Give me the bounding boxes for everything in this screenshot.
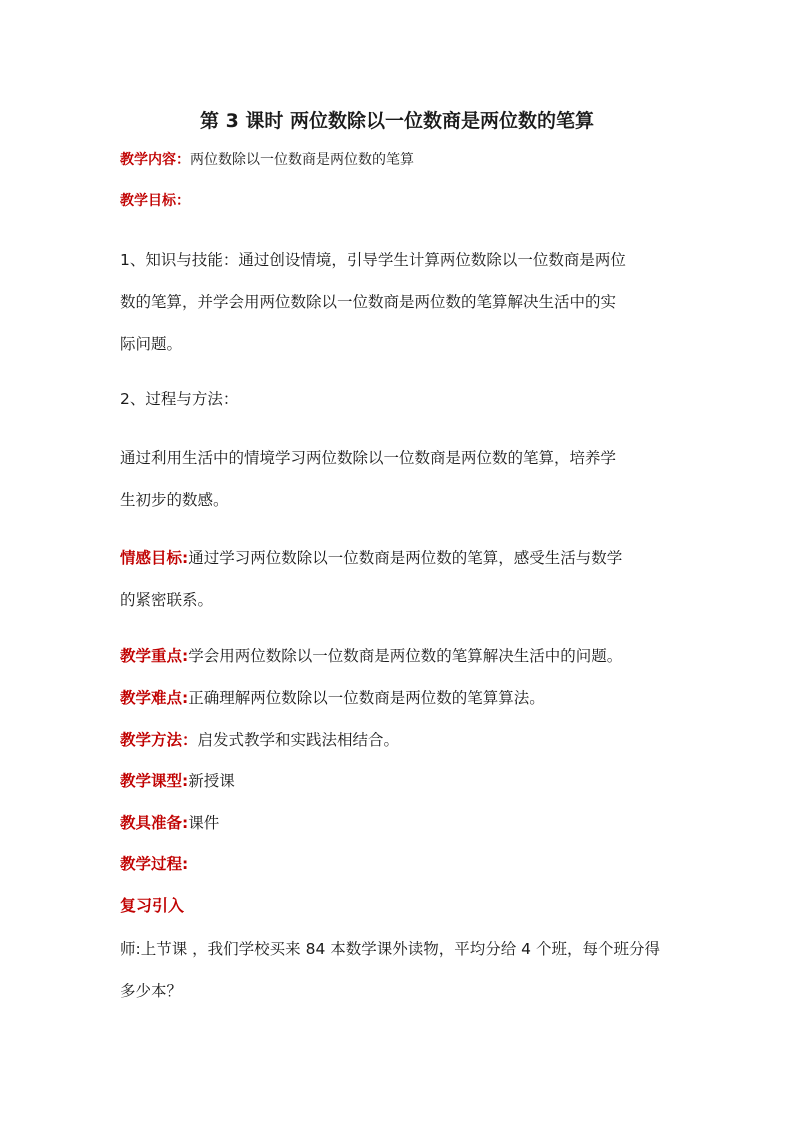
method — [120, 730, 399, 750]
key-point-text: 学会用两位数除以一位数商是两位数的笔算解决生活中的问题。 — [188, 647, 623, 665]
tools-label: 教具准备: — [120, 814, 189, 832]
tools-text: 课件 — [188, 814, 220, 832]
difficulty — [120, 688, 545, 708]
review-heading: 复习引入 — [120, 896, 185, 915]
difficulty-text: 正确理解两位数除以一位数商是两位数的笔算算法。 — [188, 689, 545, 707]
goal2-heading: 2、过程与方法： — [120, 390, 239, 408]
teaching-content-text: 两位数除以一位数商是两位数的笔算 — [190, 152, 414, 168]
emotion-goal-line2: 的紧密联系。 — [120, 591, 214, 609]
key-point — [120, 646, 622, 666]
teaching-content — [120, 150, 414, 170]
method-text: 启发式教学和实践法相结合。 — [197, 731, 400, 749]
difficulty-label: 教学难点: — [120, 689, 189, 707]
goal1-line2: 数的笔算，并学会用两位数除以一位数商是两位数的笔算解决生活中的实 — [120, 293, 617, 311]
tools — [120, 813, 219, 833]
teacher-line1: 师:上节课 ，我们学校买来 84 本数学课外读物，平均分给 4 个班，每个班分得 — [120, 940, 660, 958]
goal1-line3: 际问题。 — [120, 335, 183, 353]
teaching-content-label: 教学内容： — [120, 152, 190, 168]
emotion-goal — [120, 548, 622, 568]
method-label: 教学方法： — [120, 731, 198, 749]
teacher-line2: 多少本？ — [120, 982, 183, 1000]
emotion-goal-label: 情感目标: — [120, 549, 189, 567]
lesson-type — [120, 771, 235, 791]
key-point-label: 教学重点: — [120, 647, 189, 665]
lesson-type-text: 新授课 — [188, 772, 235, 790]
goal2-line2: 生初步的数感。 — [120, 491, 229, 509]
page-title: 第 3 课时 两位数除以一位数商是两位数的笔算 — [199, 110, 595, 132]
process-label: 教学过程: — [120, 855, 189, 873]
lesson-type-label: 教学课型: — [120, 772, 189, 790]
goal2-line1: 通过利用生活中的情境学习两位数除以一位数商是两位数的笔算，培养学 — [120, 449, 617, 467]
emotion-goal-text: 通过学习两位数除以一位数商是两位数的笔算，感受生活与数学 — [188, 549, 623, 567]
teaching-goals-label: 教学目标： — [120, 193, 190, 209]
goal1-line1: 1、知识与技能：通过创设情境，引导学生计算两位数除以一位数商是两位 — [120, 251, 626, 269]
